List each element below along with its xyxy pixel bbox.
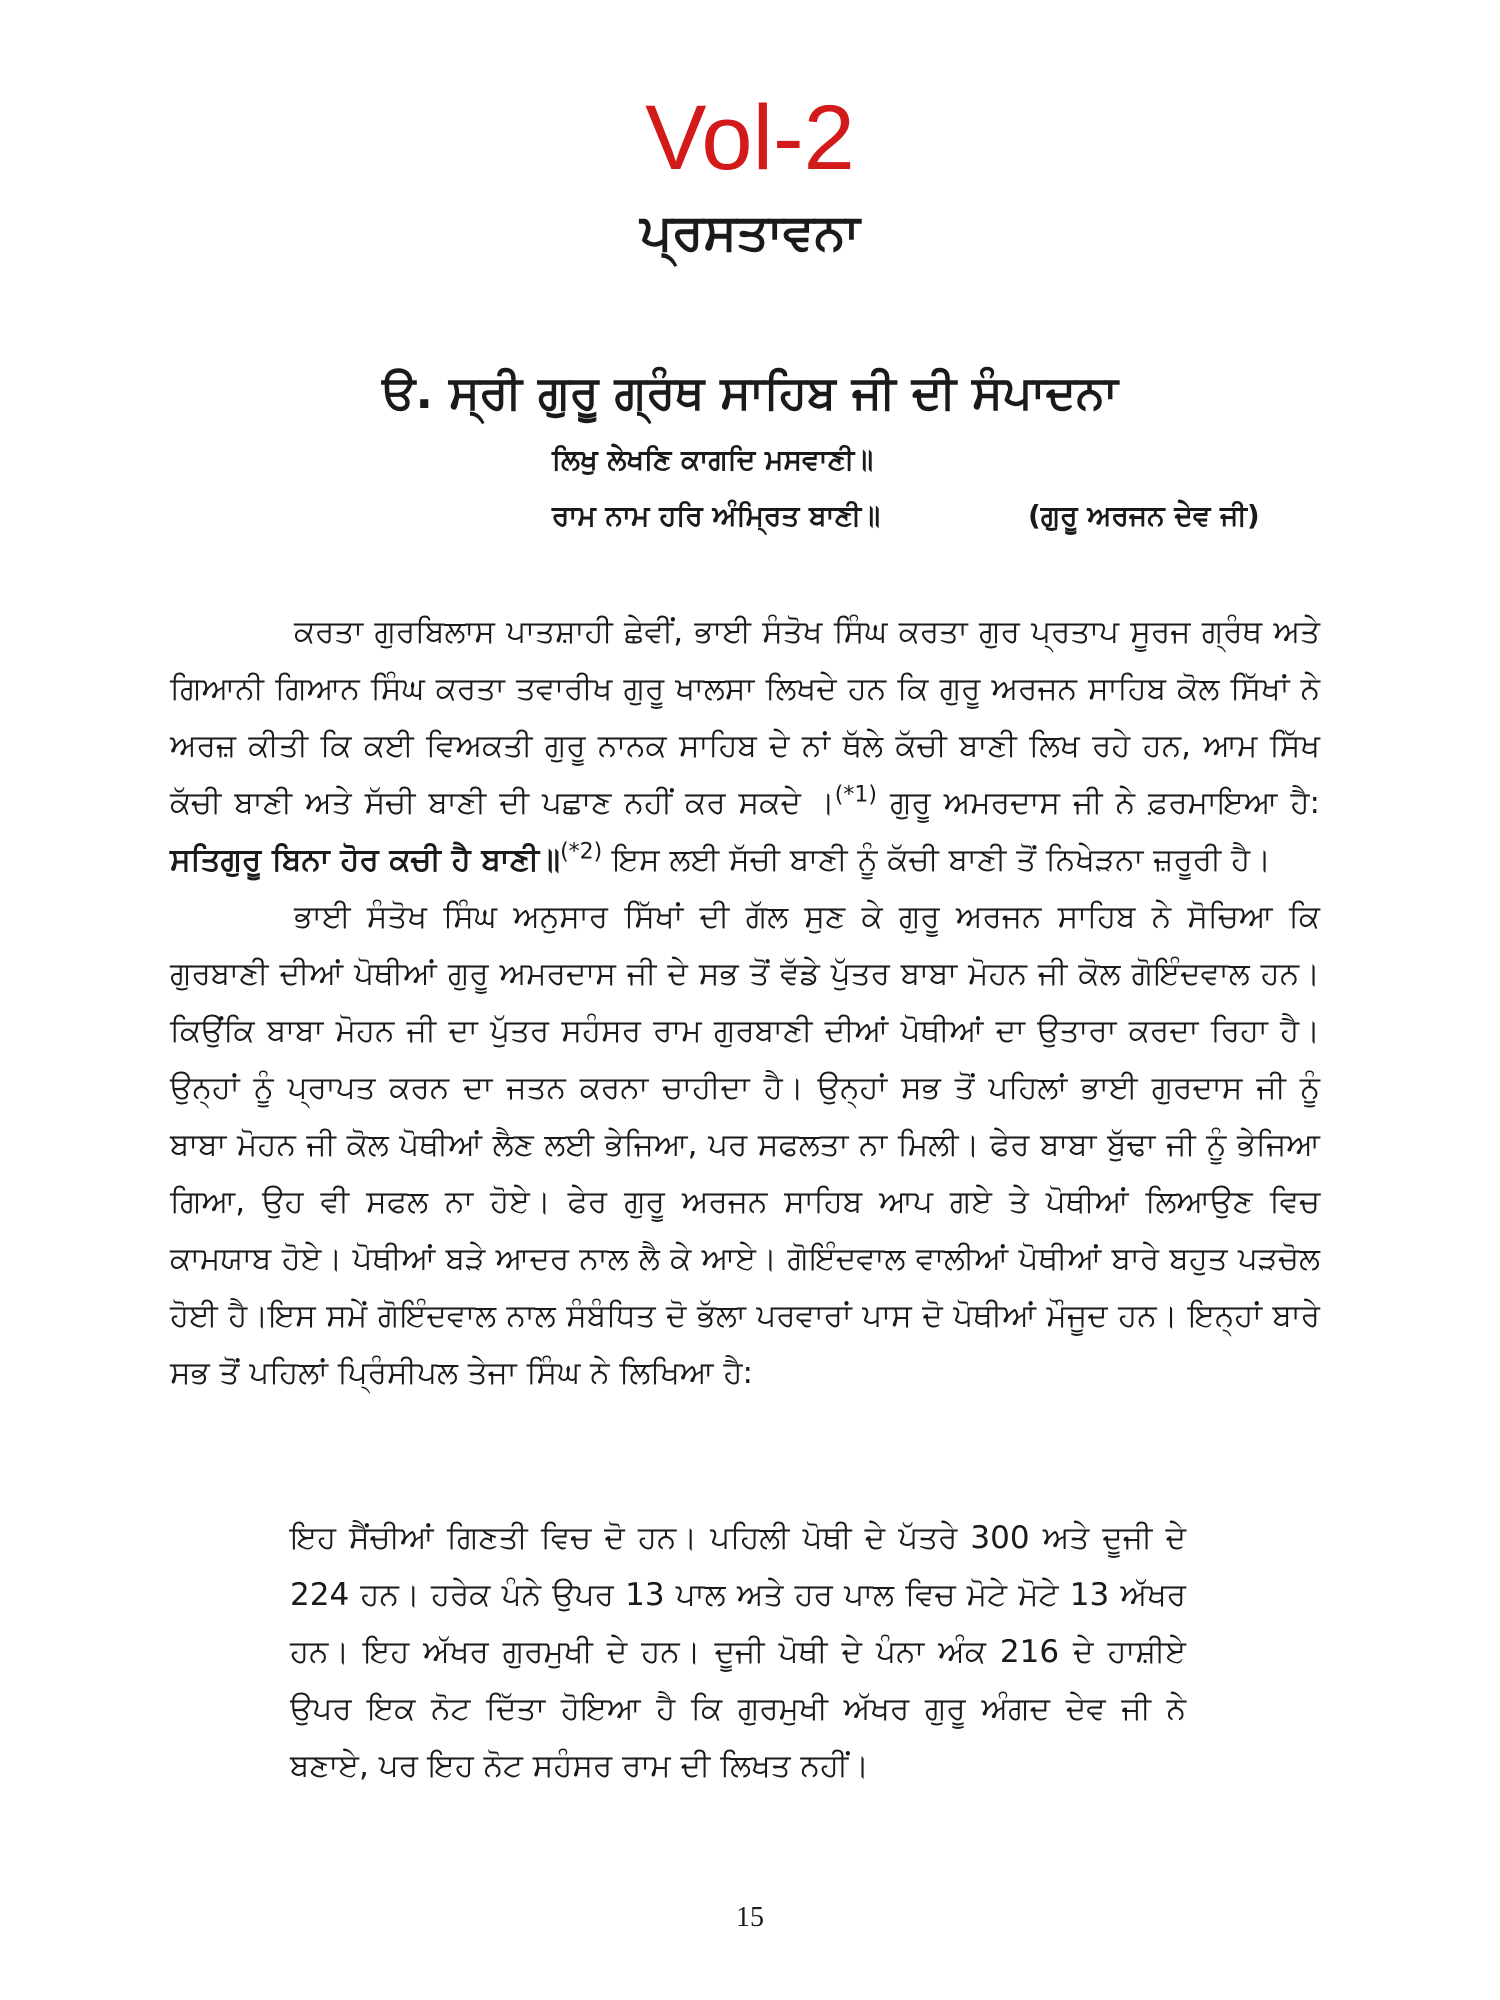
- body-text: [170, 604, 1320, 1402]
- volume-label: Vol-2: [645, 87, 855, 189]
- block-quote-text: ਇਹ ਸੈਂਚੀਆਂ ਗਿਣਤੀ ਵਿਚ ਦੋ ਹਨ। ਪਹਿਲੀ ਪੋਥੀ ਦੇ ਪੱਤਰੇ 300 ਅਤੇ ਦੂਜੀ ਦੇ 224 ਹਨ। ਹਰੇਕ ਪੰਨੇ ਉਪਰ 13 ਪਾਲ ਅਤੇ ਹਰ ਪਾਲ ਵਿਚ ਮੋਟੇ ਮੋਟੇ 13 ਅੱਖਰ ਹਨ। ਇਹ ਅੱਖਰ ਗੁਰਮੁਖੀ ਦੇ ਹਨ। ਦੂਜੀ ਪੋਥੀ ਦੇ ਪੰਨਾ ਅੰਕ 216 ਦੇ ਹਾਸ਼ੀਏ ਉਪਰ ਇਕ ਨੋਟ ਦਿੱਤਾ ਹੋਇਆ ਹੈ ਕਿ ਗੁਰਮੁਖੀ ਅੱਖਰ ਗੁਰੂ ਅੰਗਦ ਦੇਵ ਜੀ ਨੇ ਬਣਾਏ, ਪਰ ਇਹ ਨੋਟ ਸਹੰਸਰ ਰਾਮ ਦੀ ਲਿਖਤ ਨਹੀਂ।: [290, 1520, 1186, 1784]
- verse-line-2: ਰਾਮ ਨਾਮ ਹਰਿ ਅੰਮ੍ਰਿਤ ਬਾਣੀ॥: [552, 499, 881, 532]
- chapter-title: ਪ੍ਰਸਤਾਵਨਾ: [640, 203, 860, 261]
- footnote-ref-1: (*1): [834, 782, 877, 808]
- page-number: 15: [736, 1902, 764, 1933]
- verse-line-1: ਲਿਖੁ ਲੇਖਣਿ ਕਾਗਦਿ ਮਸਵਾਣੀ॥: [552, 443, 874, 476]
- footnote-ref-2: (*2): [560, 839, 603, 865]
- paragraph-2: ਭਾਈ ਸੰਤੋਖ ਸਿੰਘ ਅਨੁਸਾਰ ਸਿੱਖਾਂ ਦੀ ਗੱਲ ਸੁਣ ਕੇ ਗੁਰੂ ਅਰਜਨ ਸਾਹਿਬ ਨੇ ਸੋਚਿਆ ਕਿ ਗੁਰਬਾਣੀ ਦੀਆਂ ਪੋਥੀਆਂ ਗੁਰੂ ਅਮਰਦਾਸ ਜੀ ਦੇ ਸਭ ਤੋਂ ਵੱਡੇ ਪੁੱਤਰ ਬਾਬਾ ਮੋਹਨ ਜੀ ਕੋਲ ਗੋਇੰਦਵਾਲ ਹਨ। ਕਿਉਂਕਿ ਬਾਬਾ ਮੋਹਨ ਜੀ ਦਾ ਪੁੱਤਰ ਸਹੰਸਰ ਰਾਮ ਗੁਰਬਾਣੀ ਦੀਆਂ ਪੋਥੀਆਂ ਦਾ ਉਤਾਰਾ ਕਰਦਾ ਰਿਹਾ ਹੈ। ਉਨ੍ਹਾਂ ਨੂੰ ਪ੍ਰਾਪਤ ਕਰਨ ਦਾ ਜਤਨ ਕਰਨਾ ਚਾਹੀਦਾ ਹੈ। ਉਨ੍ਹਾਂ ਸਭ ਤੋਂ ਪਹਿਲਾਂ ਭਾਈ ਗੁਰਦਾਸ ਜੀ ਨੂੰ ਬਾਬਾ ਮੋਹਨ ਜੀ ਕੋਲ ਪੋਥੀਆਂ ਲੈਣ ਲਈ ਭੇਜਿਆ, ਪਰ ਸਫਲਤਾ ਨਾ ਮਿਲੀ। ਫੇਰ ਬਾਬਾ ਬੁੱਢਾ ਜੀ ਨੂੰ ਭੇਜਿਆ ਗਿਆ, ਉਹ ਵੀ ਸਫਲ ਨਾ ਹੋਏ। ਫੇਰ ਗੁਰੂ ਅਰਜਨ ਸਾਹਿਬ ਆਪ ਗਏ ਤੇ ਪੋਥੀਆਂ ਲਿਆਉਣ ਵਿਚ ਕਾਮਯਾਬ ਹੋਏ। ਪੋਥੀਆਂ ਬੜੇ ਆਦਰ ਨਾਲ ਲੈ ਕੇ ਆਏ। ਗੋਇੰਦਵਾਲ ਵਾਲੀਆਂ ਪੋਥੀਆਂ ਬਾਰੇ ਬਹੁਤ ਪੜਚੋਲ ਹੋਈ ਹੈ।ਇਸ ਸਮੇਂ ਗੋਇੰਦਵਾਲ ਨਾਲ ਸੰਬੰਧਿਤ ਦੋ ਭੱਲਾ ਪਰਵਾਰਾਂ ਪਾਸ ਦੋ ਪੋਥੀਆਂ ਮੌਜੂਦ ਹਨ। ਇਨ੍ਹਾਂ ਬਾਰੇ ਸਭ ਤੋਂ ਪਹਿਲਾਂ ਪ੍ਰਿੰਸੀਪਲ ਤੇਜਾ ਸਿੰਘ ਨੇ ਲਿਖਿਆ ਹੈ:: [170, 899, 1320, 1391]
- paragraph-1-text-b: ਗੁਰੂ ਅਮਰਦਾਸ ਜੀ ਨੇ ਫ਼ਰਮਾਇਆ ਹੈ:: [876, 785, 1320, 821]
- block-quote: [290, 1510, 1186, 1795]
- paragraph-1-text-c: ਇਸ ਲਈ ਸੱਚੀ ਬਾਣੀ ਨੂੰ ਕੱਚੀ ਬਾਣੀ ਤੋਂ ਨਿਖੇੜਨਾ ਜ਼ਰੂਰੀ ਹੈ।: [602, 842, 1272, 878]
- gurbani-quote: ਸਤਿਗੁਰੂ ਬਿਨਾ ਹੋਰ ਕਚੀ ਹੈ ਬਾਣੀ॥: [170, 842, 561, 878]
- paragraph-1: [170, 604, 1320, 889]
- paragraph-1-text-a: ਕਰਤਾ ਗੁਰਬਿਲਾਸ ਪਾਤਸ਼ਾਹੀ ਛੇਵੀਂ, ਭਾਈ ਸੰਤੋਖ ਸਿੰਘ ਕਰਤਾ ਗੁਰ ਪ੍ਰਤਾਪ ਸੂਰਜ ਗ੍ਰੰਥ ਅਤੇ ਗਿਆਨੀ ਗਿਆਨ ਸਿੰਘ ਕਰਤਾ ਤਵਾਰੀਖ ਗੁਰੂ ਖਾਲਸਾ ਲਿਖਦੇ ਹਨ ਕਿ ਗੁਰੂ ਅਰਜਨ ਸਾਹਿਬ ਕੋਲ ਸਿੱਖਾਂ ਨੇ ਅਰਜ਼ ਕੀਤੀ ਕਿ ਕਈ ਵਿਅਕਤੀ ਗੁਰੂ ਨਾਨਕ ਸਾਹਿਬ ਦੇ ਨਾਂ ਥੱਲੇ ਕੱਚੀ ਬਾਣੀ ਲਿਖ ਰਹੇ ਹਨ, ਆਮ ਸਿੱਖ ਕੱਚੀ ਬਾਣੀ ਅਤੇ ਸੱਚੀ ਬਾਣੀ ਦੀ ਪਛਾਣ ਨਹੀਂ ਕਰ ਸਕਦੇ ।: [170, 614, 1320, 821]
- verse-attribution: (ਗੁਰੂ ਅਰਜਨ ਦੇਵ ਜੀ): [1028, 499, 1260, 532]
- section-heading: ੳ. ਸ੍ਰੀ ਗੁਰੂ ਗ੍ਰੰਥ ਸਾਹਿਬ ਜੀ ਦੀ ਸੰਪਾਦਨਾ: [382, 365, 1118, 419]
